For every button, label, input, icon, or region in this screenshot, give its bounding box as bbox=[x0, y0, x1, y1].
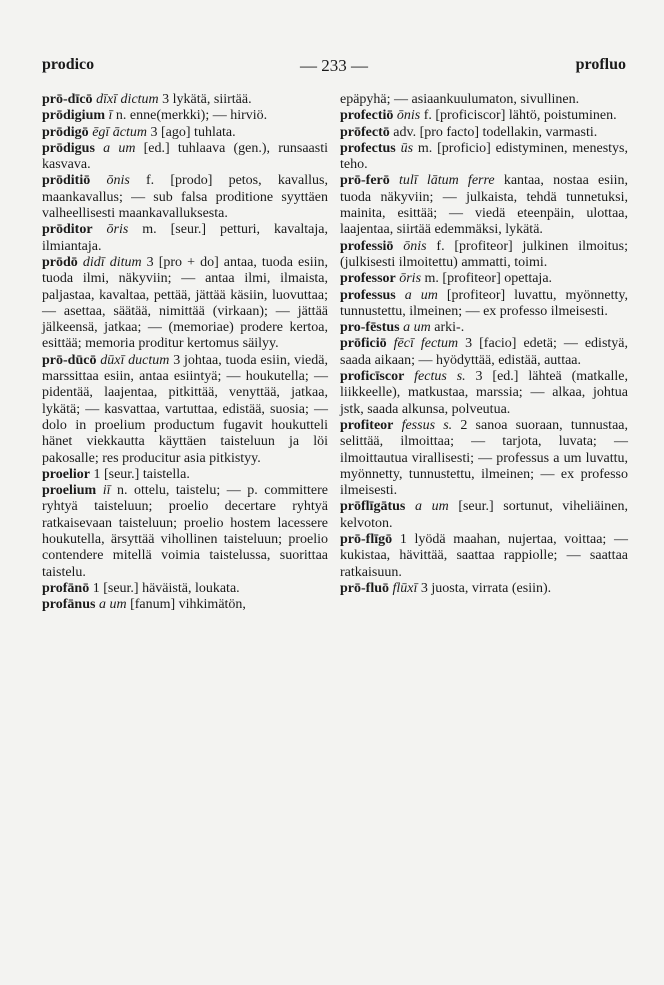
headword: proficīscor bbox=[340, 369, 405, 385]
inflected-forms: tulī lātum ferre bbox=[398, 173, 495, 189]
dictionary-entry bbox=[340, 239, 628, 272]
dictionary-entry bbox=[340, 108, 628, 124]
headword: profānō bbox=[42, 580, 90, 596]
inflected-forms: ōris bbox=[399, 271, 422, 287]
inflected-forms: fēcī fectum bbox=[393, 336, 459, 352]
dictionary-entry bbox=[42, 92, 328, 108]
dictionary-entry bbox=[42, 581, 328, 597]
headword: professus bbox=[340, 287, 396, 303]
definition: 3 [ago] tuhlata. bbox=[147, 124, 236, 140]
headword: prōfectō bbox=[340, 124, 390, 140]
inflected-forms: ūs bbox=[400, 140, 414, 156]
definition: 1 [seur.] häväistä, loukata. bbox=[92, 580, 240, 596]
definition: 3 lykätä, siirtää. bbox=[158, 92, 252, 107]
headword: prōficiō bbox=[340, 336, 387, 352]
headword: prōditiō bbox=[42, 173, 91, 189]
definition: [profiteor] luvattu, myönnetty, tunnustettu, ilmeinen; — ex professo ilmeisesti. bbox=[340, 287, 628, 319]
definition: f. [proficiscor] lähtö, poistuminen. bbox=[420, 108, 617, 124]
headword: prōdō bbox=[42, 254, 78, 270]
dictionary-entry bbox=[340, 369, 628, 418]
definition: 3 juosta, virrata (esiin). bbox=[417, 580, 552, 596]
headword: prō-flīgō bbox=[340, 532, 393, 548]
headword: professor bbox=[340, 271, 396, 287]
dictionary-entry bbox=[340, 418, 628, 499]
dictionary-entry bbox=[340, 125, 628, 141]
definition: m. [profiteor] opettaja. bbox=[421, 271, 553, 287]
inflected-forms: flūxī bbox=[392, 580, 418, 596]
headword: professiō bbox=[340, 238, 394, 254]
definition: 3 johtaa, tuoda esiin, viedä, marssittaa esiin, antaa esiintyä; — houkutella; — pidentää, laajentaa, pitkittää, venyttää, jatkaa, lykätä; — kasvattaa, vartuttaa, edistää, suosia; — dolo in proelium productum fugavit houkutteli hänet viekkautta käyttäen taisteluun ja löi pakosalle; res producitur asia pitkistyy. bbox=[42, 352, 328, 466]
inflected-forms: a um bbox=[403, 320, 431, 336]
dictionary-entry bbox=[340, 581, 628, 597]
dictionary-entry bbox=[42, 141, 328, 174]
definition: n. ottelu, taistelu; — p. committere ryhtyä taisteluun; proelio decertare ryhtyä ratkaisevaan taisteluun; proelio hostem lacessere houkutella, ärsyttää vihollinen taisteluun; proelio contendere mitellä voimia taistelussa, suorittaa taistelu. bbox=[42, 483, 328, 580]
dictionary-entry bbox=[340, 336, 628, 369]
headword: profiteor bbox=[340, 417, 394, 433]
definition: kantaa, nostaa esiin, tuoda näkyviin; — julkaista, tehdä tunnetuksi, mainita, esittää; — viedä eteenpäin, ulottaa, laajentaa, siirtää edemmäksi, lykätä. bbox=[340, 173, 628, 238]
dictionary-entry bbox=[42, 353, 328, 467]
headword: prōdigus bbox=[42, 140, 95, 156]
dictionary-entry bbox=[42, 108, 328, 124]
headword: prōflīgātus bbox=[340, 499, 406, 515]
right-column bbox=[340, 92, 628, 597]
page-number: — 233 — bbox=[300, 56, 368, 75]
inflected-forms: iī bbox=[102, 483, 111, 499]
inflected-forms: ōnis bbox=[106, 173, 130, 189]
headword: prō-dūcō bbox=[42, 352, 97, 368]
definition: 2 sanoa suoraan, tunnustaa, selittää, ilmoittaa; — tarjota, luvata; — ilmoittautua virallisesti; — professus a um luvattu, myönnetty, tunnustettu, ilmeinen; — ex professo ilmeisesti. bbox=[340, 417, 628, 499]
running-head-right: profluo bbox=[575, 56, 626, 73]
definition: m. [seur.] petturi, kavaltaja, ilmiantaja. bbox=[42, 222, 329, 254]
inflected-forms: didī ditum bbox=[82, 254, 142, 270]
headword: prōdigō bbox=[42, 124, 89, 140]
definition: arki-. bbox=[430, 320, 465, 336]
definition: [ed.] tuhlaava (gen.), runsaasti kasvava. bbox=[42, 140, 328, 173]
running-head-left: prodico bbox=[42, 56, 95, 73]
dictionary-entry bbox=[340, 499, 628, 532]
inflected-forms: dūxī ductum bbox=[100, 352, 170, 368]
definition: [seur.] sortunut, viheliäinen, kelvoton. bbox=[340, 499, 629, 531]
definition: 1 lyödä maahan, nujertaa, voittaa; — kukistaa, hävittää, saattaa rappiolle; — saattaa ratkaisuun. bbox=[340, 532, 628, 580]
dictionary-entry bbox=[340, 141, 628, 174]
inflected-forms: ī bbox=[108, 108, 113, 124]
headword: prō-fluō bbox=[340, 580, 389, 596]
dictionary-entry bbox=[42, 222, 328, 255]
headword: prōditor bbox=[42, 222, 93, 238]
definition: 3 [facio] edetä; — edistyä, saada aikaan; — hyödyttää, edistää, auttaa. bbox=[340, 336, 628, 368]
definition: [fanum] vihkimätön, bbox=[126, 597, 246, 613]
dictionary-entry bbox=[42, 255, 328, 353]
definition: 3 [ed.] lähteä (matkalle, liikkeelle), matkustaa, marssia; — alkaa, johtua jstk, saada alkunsa, polveutua. bbox=[340, 369, 628, 417]
dictionary-entry bbox=[340, 271, 628, 287]
headword: proelium bbox=[42, 483, 97, 499]
page-header bbox=[42, 56, 626, 80]
headword: prōdigium bbox=[42, 108, 106, 124]
inflected-forms: ōnis bbox=[403, 238, 427, 254]
inflected-forms: a um bbox=[103, 140, 136, 156]
headword: profectiō bbox=[340, 108, 394, 124]
dictionary-entry bbox=[42, 597, 328, 613]
inflected-forms: ēgī āctum bbox=[92, 124, 148, 140]
definition: f. [profiteor] julkinen ilmoitus; (julkisesti ilmoitettu) ammatti, toimi. bbox=[340, 238, 629, 270]
definition: epäpyhä; — asiaankuulumaton, sivullinen. bbox=[340, 92, 580, 107]
dictionary-entry bbox=[42, 125, 328, 141]
headword: prō-dīcō bbox=[42, 92, 93, 107]
headword: profectus bbox=[340, 140, 396, 156]
inflected-forms: dīxī dictum bbox=[96, 92, 159, 107]
inflected-forms: fessus s. bbox=[401, 417, 453, 433]
definition: adv. [pro facto] todellakin, varmasti. bbox=[393, 124, 598, 140]
inflected-forms: ōnis bbox=[396, 108, 421, 124]
headword: profānus bbox=[42, 597, 96, 613]
inflected-forms: a um bbox=[98, 597, 127, 613]
definition: 3 [pro + do] antaa, tuoda esiin, tuoda ilmi, näkyviin; — antaa ilmi, ilmaista, paljastaa, kavaltaa, pettää, jättää käsiin, luovuttaa; — asettaa, säätää, nimittää (virkaan); — jättää jälkeensä, jatkaa; — (memoriae) prodere kertoa, esittää; memoria proditur kertomus säilyy. bbox=[42, 254, 328, 352]
headword: pro-fēstus bbox=[340, 320, 400, 336]
definition: n. enne(merkki); — hirviö. bbox=[112, 108, 268, 124]
dictionary-entry bbox=[340, 288, 628, 321]
dictionary-entry bbox=[42, 483, 328, 581]
inflected-forms: a um bbox=[414, 499, 449, 515]
inflected-forms: a um bbox=[404, 287, 438, 303]
left-column bbox=[42, 92, 328, 614]
dictionary-entry bbox=[340, 532, 628, 581]
dictionary-entry bbox=[340, 320, 628, 336]
dictionary-entry bbox=[340, 92, 628, 108]
dictionary-entry bbox=[42, 173, 328, 222]
dictionary-entry bbox=[42, 467, 328, 483]
headword: prō-ferō bbox=[340, 173, 390, 189]
headword: proelior bbox=[42, 466, 90, 482]
dictionary-entry bbox=[340, 173, 628, 238]
inflected-forms: fectus s. bbox=[414, 369, 466, 385]
definition: m. [proficio] edistyminen, menestys, teho. bbox=[340, 140, 629, 173]
definition: 1 [seur.] taistella. bbox=[93, 466, 190, 482]
inflected-forms: ōris bbox=[106, 222, 129, 238]
definition: f. [prodo] petos, kavallus, maankavallus; — sub falsa proditione syyttäen valheellisesti maankavalluksesta. bbox=[42, 173, 329, 222]
